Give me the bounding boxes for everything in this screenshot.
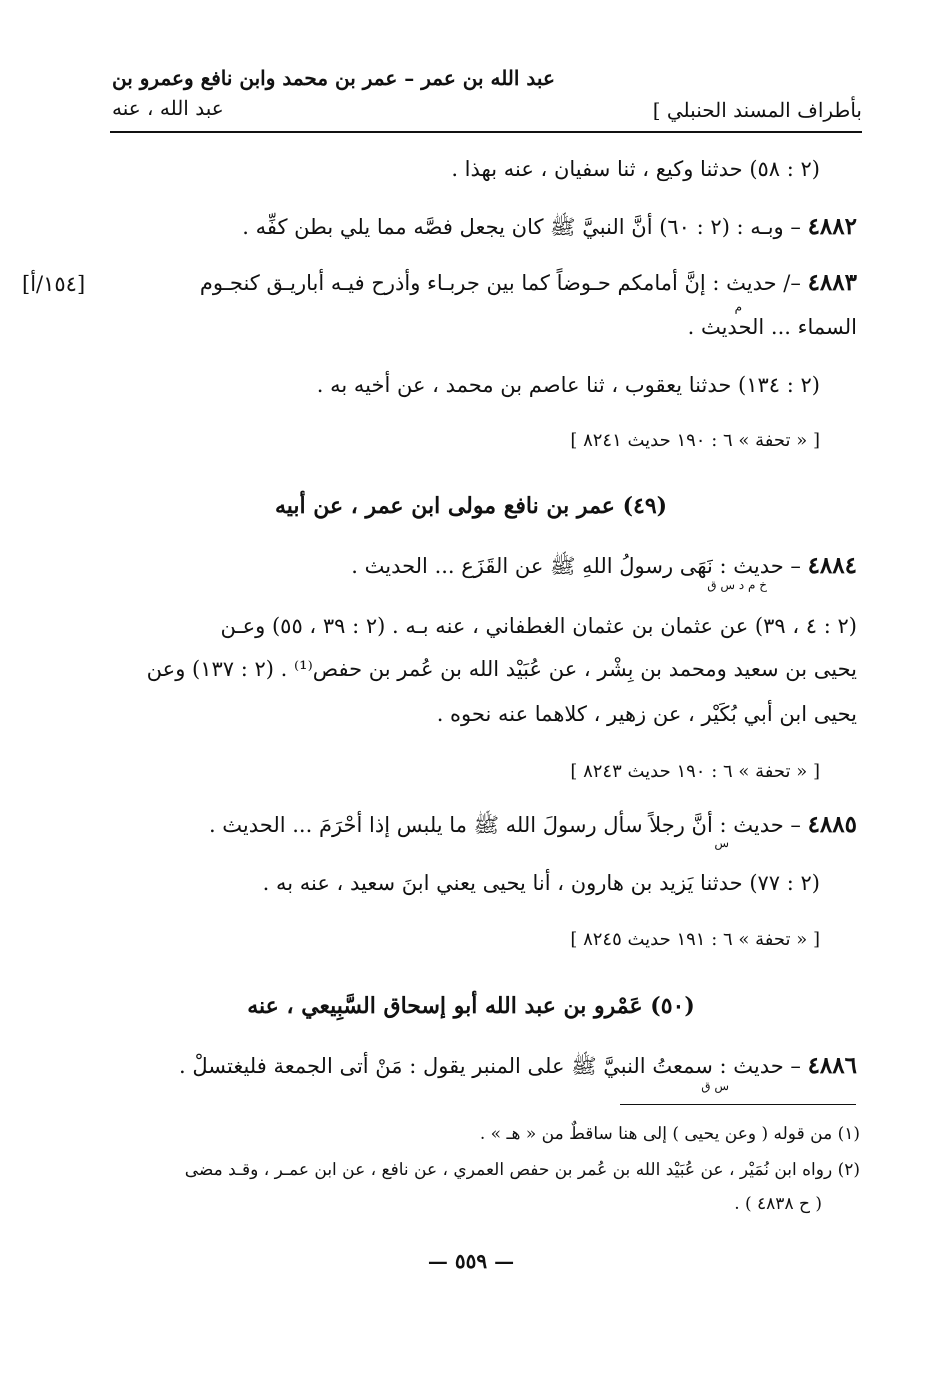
- hadith-4884: [351, 552, 857, 580]
- hadith-number: ٤٨٨٥: [807, 811, 857, 838]
- hadith-number: ٤٨٨٤: [807, 552, 857, 579]
- hadith-4883-continuation: السماء ... الحديث .: [687, 315, 857, 339]
- page-number: — ٥٥٩ —: [427, 1249, 515, 1273]
- chain-paragraph-line2: يحيى بن سعيد ومحمد بن بِشْر ، عن عُبَيْد الله بن عُمر بن حفص⁽¹⁾ . (٢ : ١٣٧) وعن: [146, 657, 857, 681]
- footnote-rule: [620, 1104, 856, 1105]
- hadith-text: – حديث : نَهَى رسولُ اللهِ ﷺ عن القَزَع ... الحديث .: [351, 554, 801, 578]
- running-header-subtitle: عبد الله ، عنه: [112, 96, 224, 120]
- hadith-text: –/ حديث : إنَّ أمامكم حـوضاً كما بين جربـاء وأذرح فيـه أباريـق كنجـوم: [199, 271, 801, 295]
- footnote-1: (١) من قوله ( وعن يحيى ) إلى هنا ساقطٌ من « هـ » .: [479, 1124, 860, 1144]
- hadith-text: – حديث : أنَّ رجلاً سأل رسولَ الله ﷺ ما يلبس إذا أحْرَمَ ... الحديث .: [208, 813, 801, 837]
- chain-paragraph-line3: يحيى ابن أبي بُكَيْر ، عن زهير ، كلاهما عنه نحوه .: [436, 702, 857, 726]
- hadith-4886: [179, 1052, 857, 1080]
- hadith-text: – حديث : سمعتُ النبيَّ ﷺ على المنبر يقول : مَنْ أتى الجمعة فليغتسلْ .: [179, 1054, 801, 1078]
- tuhfa-reference: [ « تحفة » ٦ : ١٩٠ حديث ٨٢٤٣ ]: [570, 761, 820, 782]
- tuhfa-reference: [ « تحفة » ٦ : ١٩١ حديث ٨٢٤٥ ]: [570, 929, 820, 950]
- hadith-number: ٤٨٨٦: [807, 1052, 857, 1079]
- source-sigla: خ م د س ق: [707, 578, 767, 592]
- hadith-number: ٤٨٨٢: [807, 213, 857, 240]
- header-rule: [110, 131, 862, 133]
- running-header-book: بأطراف المسند الحنبلي ]: [652, 98, 862, 122]
- source-sigla: س ق: [701, 1079, 729, 1093]
- chain-line-77: (٢ : ٧٧) حدثنا يَزيد بن هارون ، أنا يحيى يعني ابنَ سعيد ، عنه به .: [262, 871, 820, 895]
- hadith-4882: [242, 213, 857, 241]
- hadith-4885: [209, 811, 857, 839]
- section-heading-50: (٥٠) عَمْرو بن عبد الله أبو إسحاق السَّبِيعي ، عنه: [247, 993, 695, 1019]
- chain-line-134: (٢ : ١٣٤) حدثنا يعقوب ، ثنا عاصم بن محمد ، عن أخيه به .: [316, 373, 820, 397]
- source-sigla: م: [734, 300, 742, 314]
- hadith-text: – وبـه : (٢ : ٦٠) أنَّ النبيَّ ﷺ كان يجعل فصَّه مما يلي بطن كفِّه .: [242, 215, 801, 239]
- chain-paragraph-line1: (٢ : ٤ ، ٣٩) عن عثمان بن عثمان الغطفاني ، عنه بـه . (٢ : ٣٩ ، ٥٥) وعـن: [220, 614, 857, 638]
- hadith-4883: [200, 269, 857, 297]
- running-header-title: عبد الله بن عمر – عمر بن محمد وابن نافع وعمرو بن: [112, 66, 555, 90]
- manuscript-folio-marker: [١٥٤/أ]: [22, 272, 86, 296]
- footnote-2: (٢) رواه ابن نُمَيْر ، عن عُبَيْد الله بن عُمر بن حفص العمري ، عن نافع ، عن ابن عمـر ، وقـد مضى: [184, 1160, 860, 1180]
- source-sigla: س: [714, 836, 729, 850]
- chain-line-58: (٢ : ٥٨) حدثنا وكيع ، ثنا سفيان ، عنه بهذا .: [451, 157, 820, 181]
- hadith-number: ٤٨٨٣: [807, 269, 857, 296]
- section-heading-49: (٤٩) عمر بن نافع مولى ابن عمر ، عن أبيه: [274, 493, 668, 519]
- tuhfa-reference: [ « تحفة » ٦ : ١٩٠ حديث ٨٢٤١ ]: [570, 430, 820, 451]
- footnote-2-continuation: ( ح ٤٨٣٨ ) .: [734, 1194, 822, 1214]
